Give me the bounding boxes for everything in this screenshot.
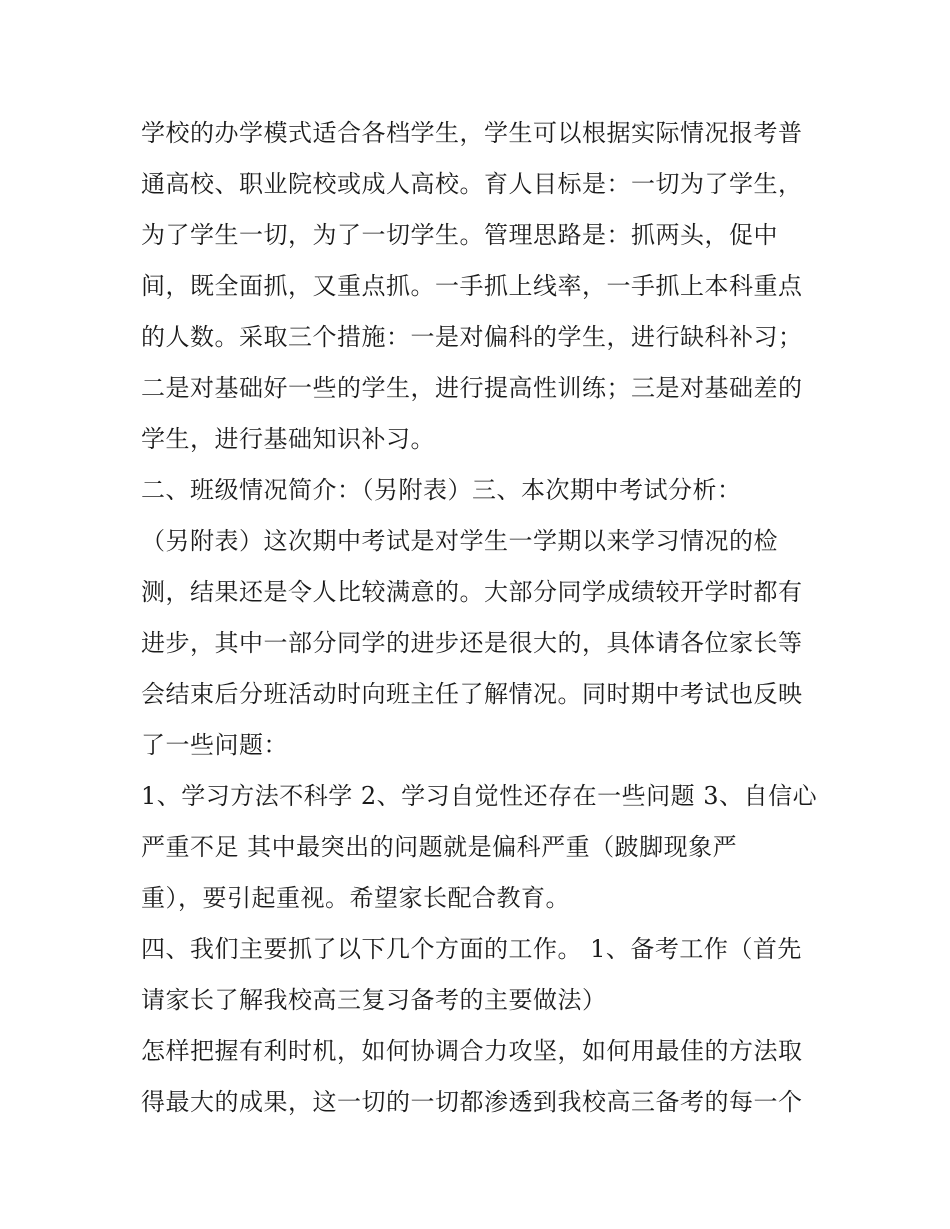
text-line: 测，结果还是令人比较满意的。大部分同学成绩较开学时都有 [141,578,803,606]
text-line: 学生，进行基础知识补习。 [141,425,435,453]
text-line: 间，既全面抓，又重点抓。一手抓上线率，一手抓上本科重点 [141,272,803,300]
section-heading-line: 四、我们主要抓了以下几个方面的工作。 1、备考工作（首先 [141,935,802,963]
text-line: 的人数。采取三个措施：一是对偏科的学生，进行缺科补习； [141,323,803,351]
text-line: 重），要引起重视。希望家长配合教育。 [141,884,570,912]
section-heading-line: 二、班级情况简介：（另附表）三、本次期中考试分析： [141,476,742,504]
text-line: 得最大的成果，这一切的一切都渗透到我校高三备考的每一个 [141,1088,803,1116]
text-line: 学校的办学模式适合各档学生，学生可以根据实际情况报考普 [141,119,803,147]
text-line: 了一些问题： [141,731,288,759]
text-line: 二是对基础好一些的学生，进行提高性训练；三是对基础差的 [141,374,803,402]
text-line: 严重不足 其中最突出的问题就是偏科严重（跛脚现象严 [141,833,738,861]
text-line: 为了学生一切，为了一切学生。管理思路是：抓两头，促中 [141,221,778,249]
text-line: 怎样把握有利时机，如何协调合力攻坚，如何用最佳的方法取 [141,1037,803,1065]
text-line: （另附表）这次期中考试是对学生一学期以来学习情况的检 [141,527,778,555]
problem-list-line: 1、学习方法不科学 2、学习自觉性还存在一些问题 3、自信心 [141,782,818,810]
text-line: 会结束后分班活动时向班主任了解情况。同时期中考试也反映 [141,680,803,708]
text-line: 通高校、职业院校或成人高校。育人目标是：一切为了学生， [141,170,803,198]
body-text [141,108,821,1128]
text-line: 进步，其中一部分同学的进步还是很大的，具体请各位家长等 [141,629,803,657]
text-line: 请家长了解我校高三复习备考的主要做法） [141,986,607,1014]
